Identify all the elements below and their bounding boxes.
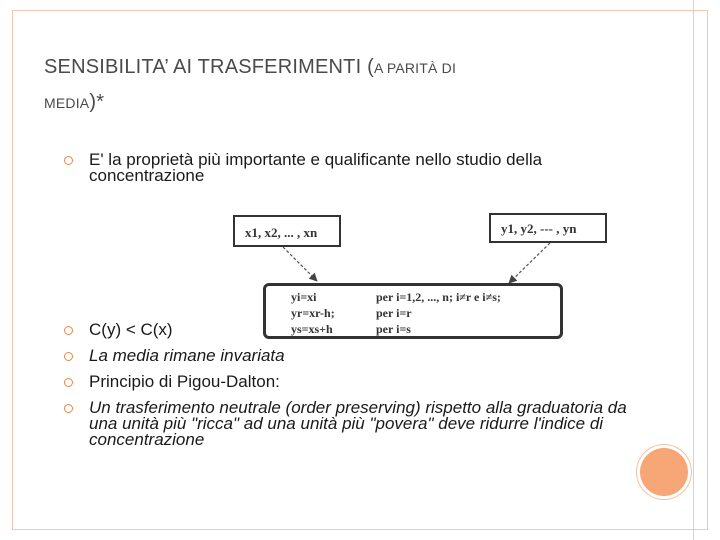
definition-row <box>291 289 560 305</box>
arrow-x-to-y <box>283 247 317 281</box>
box-definitions <box>263 283 563 339</box>
box-y-vector <box>489 213 607 243</box>
definition-lhs: yr=xr-h; <box>291 306 335 320</box>
bullet-text: Principio di Pigou-Dalton: <box>89 372 280 391</box>
transfer-diagram <box>225 205 625 340</box>
bullet-marker-icon <box>64 378 73 387</box>
title-tail-text: )* <box>89 91 105 113</box>
bullet-marker-icon <box>64 156 73 165</box>
definition-lhs: ys=xs+h <box>291 322 333 336</box>
bullet-text: E' la proprietà più importante e qualificante nello studio della concentrazione <box>89 150 543 185</box>
title-small-text-1: A PARITÀ DI <box>373 60 457 76</box>
title-small-text-2: MEDIA <box>44 95 90 111</box>
bullet-text: La media rimane invariata <box>89 346 285 365</box>
decorative-orb <box>640 448 688 496</box>
definition-rhs: per i=1,2, ..., n; i≠r e i≠s; <box>376 290 501 304</box>
definition-rhs: per i=s <box>376 322 411 336</box>
box-x-vector <box>233 215 341 247</box>
definition-row <box>291 305 560 321</box>
definition-row <box>291 321 560 337</box>
bullet-text: Un trasferimento neutrale (order preserving) rispetto alla graduatoria da una unità più "ricca" ad una unità più "povera" deve ridurre l'indice di concentrazione <box>89 398 627 449</box>
slide-title <box>44 50 604 120</box>
box-y-text: y1, y2, --- , yn <box>501 221 577 236</box>
slide-right-rule <box>693 0 694 540</box>
bullet-text: C(y) < C(x) <box>89 320 173 339</box>
bullet-marker-icon <box>64 352 73 361</box>
definition-lhs: yi=xi <box>291 290 317 304</box>
arrow-y-to-rows <box>509 243 550 283</box>
bullet-marker-icon <box>64 404 73 413</box>
definition-rhs: per i=r <box>376 306 412 320</box>
title-main-text: SENSIBILITA’ AI TRASFERIMENTI ( <box>44 56 374 78</box>
box-x-text: x1, x2, ... , xn <box>245 225 318 240</box>
bullet-marker-icon <box>64 326 73 335</box>
